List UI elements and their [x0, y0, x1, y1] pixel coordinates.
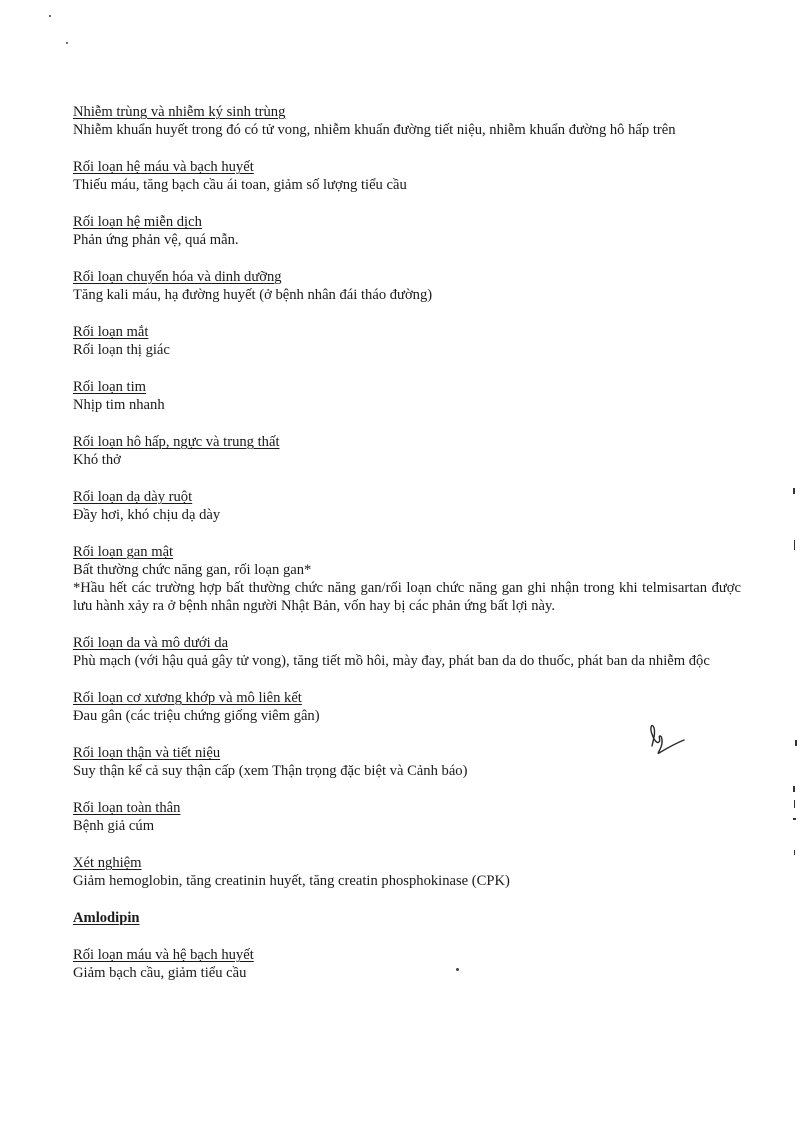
section-text: Giảm hemoglobin, tăng creatinin huyết, tăng creatin phosphokinase (CPK): [73, 873, 510, 889]
section-text: Phù mạch (với hậu quả gây tử vong), tăng tiết mồ hôi, mày đay, phát ban da do thuốc, phát ban da nhiễm độc: [73, 653, 710, 669]
scan-edge-mark: [793, 786, 795, 792]
section-text: Thiếu máu, tăng bạch cầu ái toan, giảm số lượng tiểu cầu: [73, 177, 407, 193]
section-heading: Rối loạn dạ dày ruột: [73, 489, 193, 505]
section-immune: [73, 213, 741, 249]
section-amlodipin-blood: [73, 946, 741, 982]
section-skin: [73, 634, 741, 670]
section-heading: Rối loạn máu và hệ bạch huyết: [73, 947, 254, 963]
section-footnote: *Hầu hết các trường hợp bất thường chức năng gan/rối loạn chức năng gan ghi nhận trong khi telmisartan được lưu hành xảy ra ở bệnh nhân người Nhật Bản, vốn hay bị các phản ứng bất lợi này.: [73, 580, 741, 614]
section-text: Bệnh giả cúm: [73, 818, 155, 834]
section-infections: [73, 103, 741, 139]
section-gastrointestinal: [73, 488, 741, 524]
section-heading: Rối loạn chuyển hóa và dinh dưỡng: [73, 269, 282, 285]
section-text: Đầy hơi, khó chịu dạ dày: [73, 507, 221, 523]
section-text: Tăng kali máu, hạ đường huyết (ở bệnh nhân đái tháo đường): [73, 287, 433, 303]
scan-edge-mark: [794, 540, 795, 550]
section-heading: Rối loạn thận và tiết niệu: [73, 745, 221, 761]
section-heading: Nhiễm trùng và nhiễm ký sinh trùng: [73, 104, 286, 120]
section-heading: Rối loạn da và mô dưới da: [73, 635, 229, 651]
section-general: [73, 799, 741, 835]
section-heading: Rối loạn tim: [73, 379, 146, 395]
section-hepatobiliary: [73, 543, 741, 615]
section-metabolism: [73, 268, 741, 304]
scan-speck: [66, 42, 68, 44]
scan-speck: [49, 15, 51, 17]
section-heading: Rối loạn hô hấp, ngực và trung thất: [73, 434, 280, 450]
section-text: Giảm bạch cầu, giảm tiểu cầu: [73, 965, 247, 981]
section-heading: Rối loạn gan mật: [73, 544, 174, 560]
section-heading: Rối loạn hệ máu và bạch huyết: [73, 159, 254, 175]
section-respiratory: [73, 433, 741, 469]
section-text: Bất thường chức năng gan, rối loạn gan*: [73, 562, 312, 578]
section-text: Rối loạn thị giác: [73, 342, 170, 358]
section-heading: Rối loạn cơ xương khớp và mô liên kết: [73, 690, 302, 706]
scan-edge-mark: [794, 800, 795, 808]
drug-heading-section: [73, 909, 741, 927]
scan-edge-mark: [793, 488, 795, 494]
document-content: [73, 103, 741, 1001]
section-text: Phản ứng phản vệ, quá mẫn.: [73, 232, 239, 248]
section-text: Khó thở: [73, 452, 121, 468]
section-blood-lymph: [73, 158, 741, 194]
scan-edge-mark: [793, 818, 796, 820]
section-heading: Xét nghiệm: [73, 855, 142, 871]
section-text: Nhịp tim nhanh: [73, 397, 165, 413]
scan-speck: [456, 968, 459, 971]
section-renal: [73, 744, 741, 780]
section-heading: Rối loạn hệ miễn dịch: [73, 214, 202, 230]
drug-heading: Amlodipin: [73, 910, 140, 926]
section-heading: Rối loạn toàn thân: [73, 800, 181, 816]
section-text: Suy thận kể cả suy thận cấp (xem Thận trọng đặc biệt và Cảnh báo): [73, 763, 468, 779]
section-cardiac: [73, 378, 741, 414]
section-text: Nhiễm khuẩn huyết trong đó có tử vong, nhiễm khuẩn đường tiết niệu, nhiễm khuẩn đường hô hấp trên: [73, 122, 676, 138]
section-musculoskeletal: [73, 689, 741, 725]
section-eye: [73, 323, 741, 359]
scan-edge-mark: [795, 740, 797, 746]
scan-edge-mark: [794, 850, 795, 855]
section-text: Đau gân (các triệu chứng giống viêm gân): [73, 708, 320, 724]
section-investigations: [73, 854, 741, 890]
section-heading: Rối loạn mắt: [73, 324, 149, 340]
handwritten-initials-icon: [644, 720, 688, 760]
